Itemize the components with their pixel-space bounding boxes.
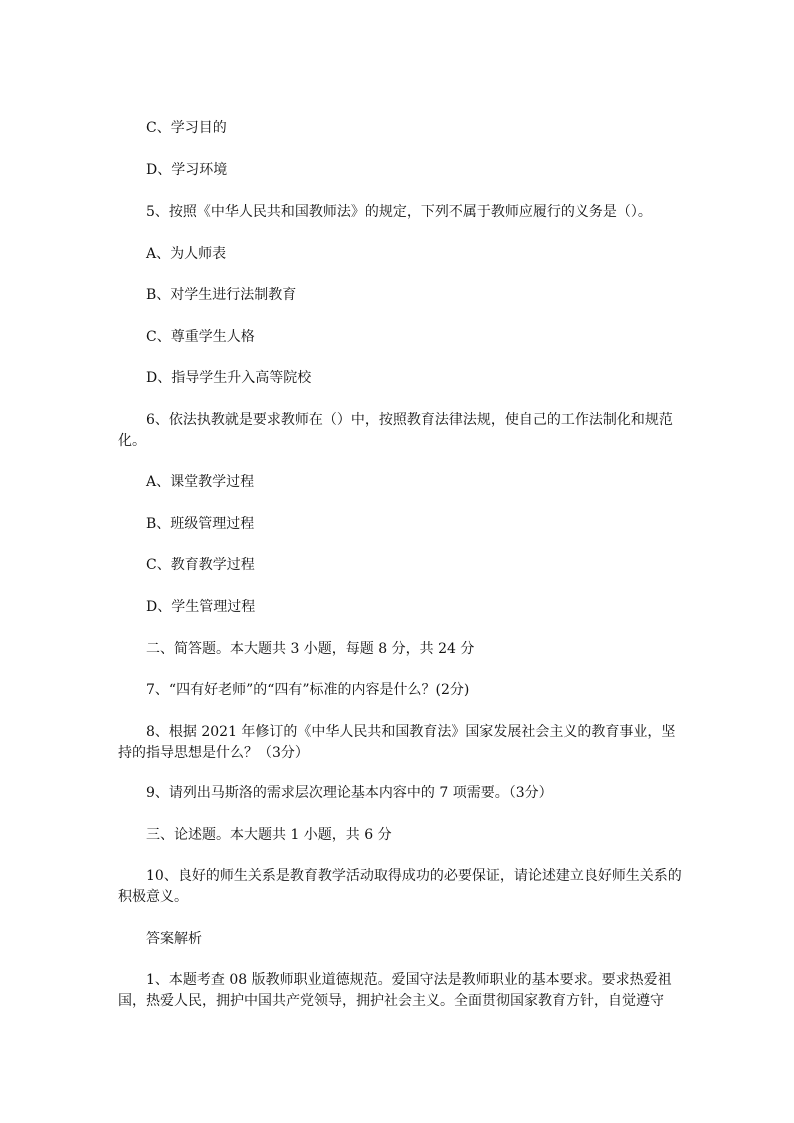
question-7: 7、“四有好老师”的“四有”标准的内容是什么？(2分) [146, 682, 470, 698]
question-10: 10、良好的师生关系是教育教学活动取得成功的必要保证，请论述建立良好师生关系的积极意义。 [118, 868, 682, 905]
section-short-answer-heading: 二、简答题。本大题共 3 小题，每题 8 分，共 24 分 [146, 641, 475, 657]
option-d-q4: D、学习环境 [146, 162, 228, 178]
option-d-q6: D、学生管理过程 [146, 599, 256, 615]
option-c-q6: C、教育教学过程 [146, 557, 255, 573]
option-b-q6: B、班级管理过程 [146, 516, 255, 532]
option-a-q6: A、课堂教学过程 [146, 474, 255, 490]
question-9: 9、请列出马斯洛的需求层次理论基本内容中的 7 项需要。（3分） [146, 785, 553, 801]
answer-1: 1、本题考查 08 版教师职业道德规范。爱国守法是教师职业的基本要求。要求热爱祖国，热爱人民，拥护中国共产党领导，拥护社会主义。全面贯彻国家教育方针，自觉遵守 [118, 972, 672, 1009]
question-8: 8、根据 2021 年修订的《中华人民共和国教育法》国家发展社会主义的教育事业，坚持的指导思想是什么？（3分） [118, 724, 676, 761]
option-b-q5: B、对学生进行法制教育 [146, 287, 297, 303]
option-a-q5: A、为人师表 [146, 246, 227, 262]
question-6: 6、依法执教就是要求教师在（）中，按照教育法律法规，使自己的工作法制化和规范化。 [118, 412, 673, 449]
option-c-q5: C、尊重学生人格 [146, 329, 255, 345]
answer-analysis-heading: 答案解析 [146, 931, 202, 947]
option-c-q4: C、学习目的 [146, 120, 227, 136]
question-5: 5、按照《中华人民共和国教师法》的规定，下列不属于教师应履行的义务是（）。 [146, 204, 652, 220]
option-d-q5: D、指导学生升入高等院校 [146, 370, 312, 386]
section-essay-heading: 三、论述题。本大题共 1 小题，共 6 分 [146, 827, 392, 843]
